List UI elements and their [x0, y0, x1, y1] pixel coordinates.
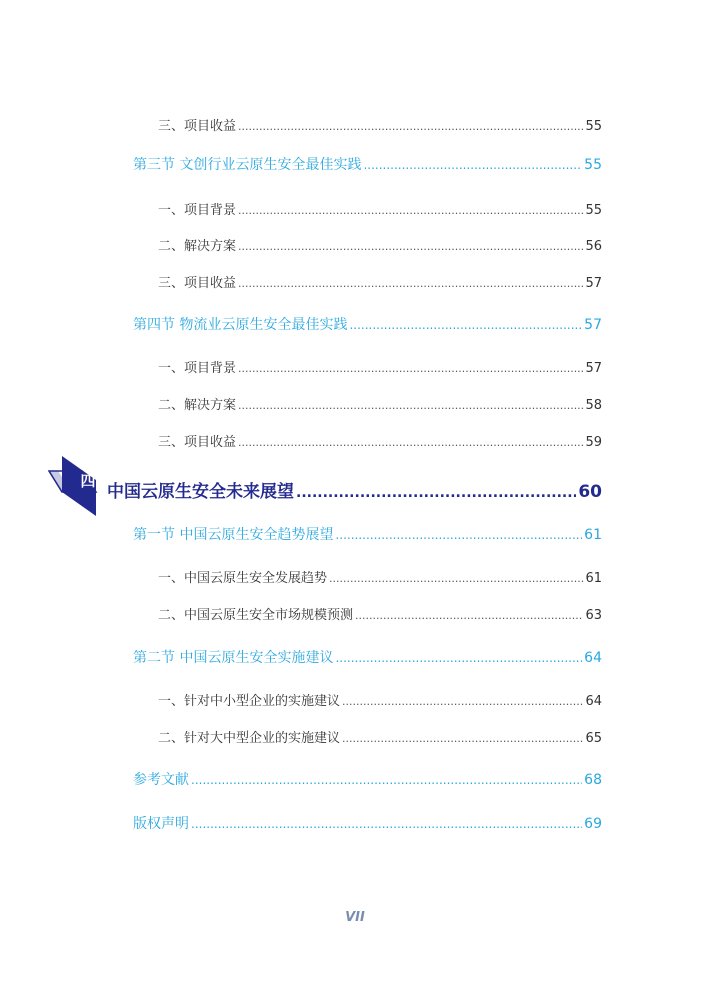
toc-entry[interactable]	[158, 690, 602, 709]
toc-entry-page: 58	[585, 398, 602, 413]
toc-entry-page: 55	[585, 119, 602, 134]
toc-entry-title: 二、针对大中型企业的实施建议	[158, 731, 341, 746]
toc-entry-title: 第一节 中国云原生安全趋势展望	[133, 527, 334, 543]
toc-entry[interactable]	[158, 272, 602, 291]
toc-entry-title: 一、项目背景	[158, 361, 237, 376]
toc-leader-dots	[355, 610, 583, 621]
toc-entry-page: 56	[585, 239, 602, 254]
toc-entry-title: 二、解决方案	[158, 398, 237, 413]
toc-entry[interactable]	[158, 431, 602, 450]
toc-entry-page: 68	[584, 772, 602, 788]
toc-entry-title: 中国云原生安全未来展望	[107, 482, 294, 502]
toc-leader-dots	[191, 818, 582, 830]
toc-entry[interactable]	[158, 357, 602, 376]
toc-leader-dots	[335, 529, 582, 541]
toc-entry[interactable]	[158, 115, 602, 134]
toc-entry-title: 版权声明	[133, 816, 189, 832]
toc-entry-title: 三、项目收益	[158, 119, 237, 134]
toc-entry-page: 69	[584, 816, 602, 832]
toc-chapter-entry[interactable]	[107, 477, 602, 502]
toc-leader-dots	[238, 241, 583, 252]
toc-entry[interactable]	[133, 524, 602, 544]
toc-entry-title: 一、项目背景	[158, 203, 237, 218]
toc-entry-title: 一、中国云原生安全发展趋势	[158, 571, 328, 586]
toc-entry-page: 61	[584, 527, 602, 543]
toc-leader-dots	[296, 486, 576, 500]
toc-leader-dots	[191, 774, 582, 786]
toc-entry-page: 61	[585, 571, 602, 586]
chapter-number: 四	[80, 472, 96, 490]
toc-leader-dots	[238, 121, 583, 132]
toc-entry[interactable]	[133, 647, 602, 667]
toc-leader-dots	[342, 696, 583, 707]
toc-entry[interactable]	[133, 813, 602, 833]
toc-entry[interactable]	[158, 235, 602, 254]
toc-entry[interactable]	[158, 394, 602, 413]
toc-leader-dots	[238, 437, 583, 448]
toc-entry-title: 三、项目收益	[158, 435, 237, 450]
toc-entry[interactable]	[133, 314, 602, 334]
toc-leader-dots	[335, 652, 582, 664]
toc-leader-dots	[349, 319, 582, 331]
toc-entry-title: 二、中国云原生安全市场规模预测	[158, 608, 354, 623]
toc-entry-page: 65	[585, 731, 602, 746]
toc-entry[interactable]	[133, 154, 602, 174]
toc-entry-title: 一、针对中小型企业的实施建议	[158, 694, 341, 709]
toc-entry-title: 三、项目收益	[158, 276, 237, 291]
toc-entry-page: 55	[585, 203, 602, 218]
toc-leader-dots	[238, 400, 583, 411]
toc-entry-page: 57	[585, 276, 602, 291]
toc-entry-title: 第二节 中国云原生安全实施建议	[133, 650, 334, 666]
toc-entry-page: 63	[585, 608, 602, 623]
toc-leader-dots	[238, 205, 583, 216]
toc-entry[interactable]	[158, 727, 602, 746]
toc-leader-dots	[363, 159, 582, 171]
toc-entry-page: 57	[584, 317, 602, 333]
toc-entry[interactable]	[158, 567, 602, 586]
chapter-badge	[48, 455, 104, 517]
toc-entry-page: 64	[584, 650, 602, 666]
toc-entry-title: 第三节 文创行业云原生安全最佳实践	[133, 157, 362, 173]
toc-leader-dots	[238, 278, 583, 289]
toc-entry[interactable]	[158, 604, 602, 623]
toc-entry-page: 60	[578, 482, 602, 502]
page-number-footer: VII	[345, 910, 365, 925]
toc-entry-title: 二、解决方案	[158, 239, 237, 254]
toc-entry-title: 第四节 物流业云原生安全最佳实践	[133, 317, 348, 333]
toc-entry-page: 59	[585, 435, 602, 450]
toc-entry[interactable]	[158, 199, 602, 218]
toc-leader-dots	[238, 363, 583, 374]
toc-entry-page: 55	[584, 157, 602, 173]
toc-leader-dots	[342, 733, 583, 744]
toc-entry-page: 64	[585, 694, 602, 709]
toc-entry-page: 57	[585, 361, 602, 376]
toc-entry-title: 参考文献	[133, 772, 189, 788]
toc-entry[interactable]	[133, 769, 602, 789]
toc-leader-dots	[329, 573, 583, 584]
